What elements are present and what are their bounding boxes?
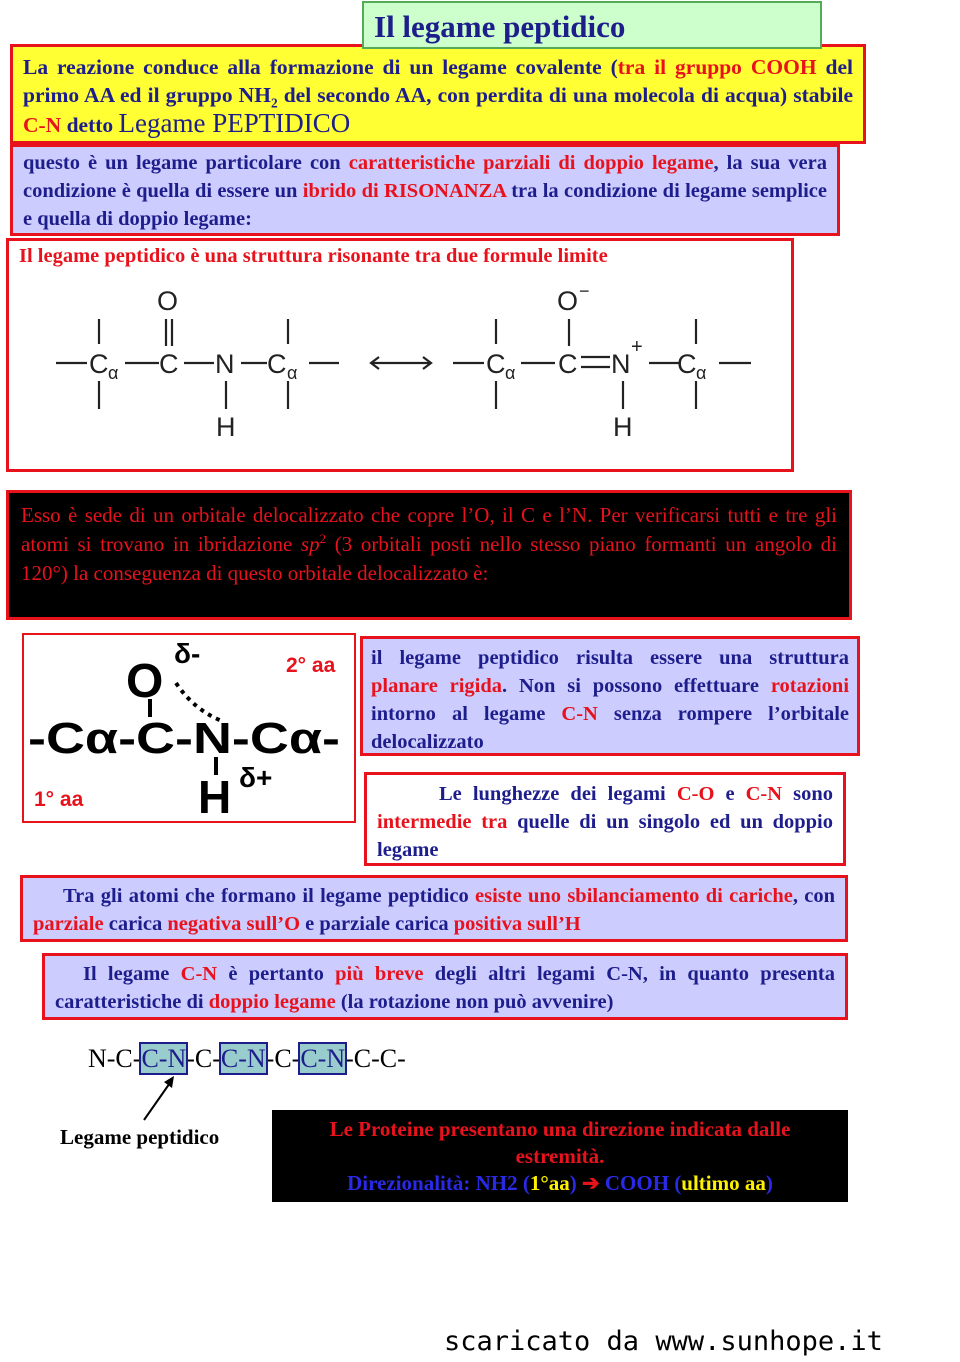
right-ca2: C: [677, 349, 697, 379]
peptide-bond-highlight: C-N: [141, 1044, 187, 1073]
left-h: H: [216, 412, 236, 442]
left-alpha2: α: [287, 363, 298, 383]
footer-source: scaricato da www.sunhope.it: [444, 1326, 883, 1357]
struct-chain: -Cα-C-N-Cα-: [28, 714, 340, 763]
resonance-text: questo è un legame particolare con caratteristiche parziali di doppio legame, la sua vera condizione è quella di essere un ibrido di RISONANZA tra la condizione di legame semplice e quella di doppio legame:: [23, 152, 827, 230]
label-1aa: 1° aa: [34, 788, 84, 811]
charges-box: [20, 875, 848, 942]
left-ca: C: [89, 349, 109, 379]
proteins-line2: Direzionalità: NH2 (1°aa) ➔ COOH (ultimo aa): [347, 1171, 773, 1195]
intro-text: La reazione conduce alla formazione di un legame covalente (tra il gruppo COOH del primo AA ed il gruppo $NH_2$ del secondo AA, con perdita di una molecola di acqua) stabile C-N detto Legame PEPTIDICO: [23, 55, 853, 138]
lengths-box: [364, 772, 846, 866]
right-n-plus: +: [631, 336, 643, 358]
formula-box: [6, 238, 794, 472]
right-arrow-icon: ➔: [582, 1171, 600, 1195]
resonance-formulas: [9, 241, 791, 469]
label-2aa: 2° aa: [286, 654, 336, 677]
right-o: O: [557, 286, 579, 316]
shorter-text: Il legame C-N è pertanto più breve degli altri legami C-N, in quanto presenta caratteristiche di doppio legame (la rotazione non può avvenire): [55, 963, 835, 1013]
peptide-structure: [24, 635, 354, 821]
proteins-line1: Le Proteine presentano una direzione indicata dalle estremità.: [329, 1117, 791, 1168]
struct-h: H: [198, 771, 232, 821]
left-ca2: C: [267, 349, 287, 379]
right-alpha: α: [505, 363, 516, 383]
orbital-box: [6, 490, 852, 620]
lengths-text: Le lunghezze dei legami C-O e C-N sono intermedie tra quelle di un singolo ed un doppio legame: [377, 783, 834, 861]
formula-caption: Il legame peptidico è una struttura risonante tra due formule limite: [19, 245, 608, 267]
charges-text: Tra gli atomi che formano il legame peptidico esiste uno sbilanciamento di cariche, con parziale carica negativa sull’O e parziale carica positiva sull’H: [33, 885, 836, 935]
peptide-bond-highlight: C-N: [300, 1044, 346, 1073]
peptide-bond-highlight: C-N: [220, 1044, 266, 1073]
proteins-box: [272, 1110, 848, 1202]
intro-box: [10, 44, 866, 144]
legame-label: Legame peptidico: [60, 1125, 220, 1149]
right-alpha2: α: [696, 363, 707, 383]
orbital-text: Esso è sede di un orbitale delocalizzato che copre l’O, il C e l’N. Per verificarsi tutti e tre gli atomi si trovano in ibridazione $sp^2$ (3 orbitali posti nello stesso piano formanti un angolo di 120°) la conseguenza di questo orbitale delocalizzato è:: [21, 503, 837, 585]
left-c: C: [159, 349, 179, 379]
page-title: Il legame peptidico: [362, 1, 822, 49]
left-alpha: α: [108, 363, 119, 383]
peptide-chain: N-C-C-N-C-C-N-C-C-N-C-C-: [88, 1044, 406, 1073]
right-h: H: [613, 412, 633, 442]
left-o: O: [157, 286, 179, 316]
pointer-arrow-icon: [134, 1070, 194, 1130]
left-n: N: [215, 349, 235, 379]
structure-box: [22, 633, 356, 823]
shorter-box: [42, 953, 848, 1020]
right-n: N: [611, 349, 631, 379]
struct-o: O: [126, 655, 164, 708]
resonance-box: [10, 144, 840, 236]
planar-box: [360, 636, 860, 756]
struct-delta-minus: δ-: [174, 638, 201, 669]
struct-delta-plus: δ+: [239, 762, 273, 793]
right-ca: C: [486, 349, 506, 379]
right-o-minus: −: [579, 281, 590, 301]
planar-text: il legame peptidico risulta essere una struttura planare rigida. Non si possono effettuare rotazioni intorno al legame C-N senza rompere l’orbitale delocalizzato: [371, 647, 850, 753]
right-c: C: [558, 349, 578, 379]
